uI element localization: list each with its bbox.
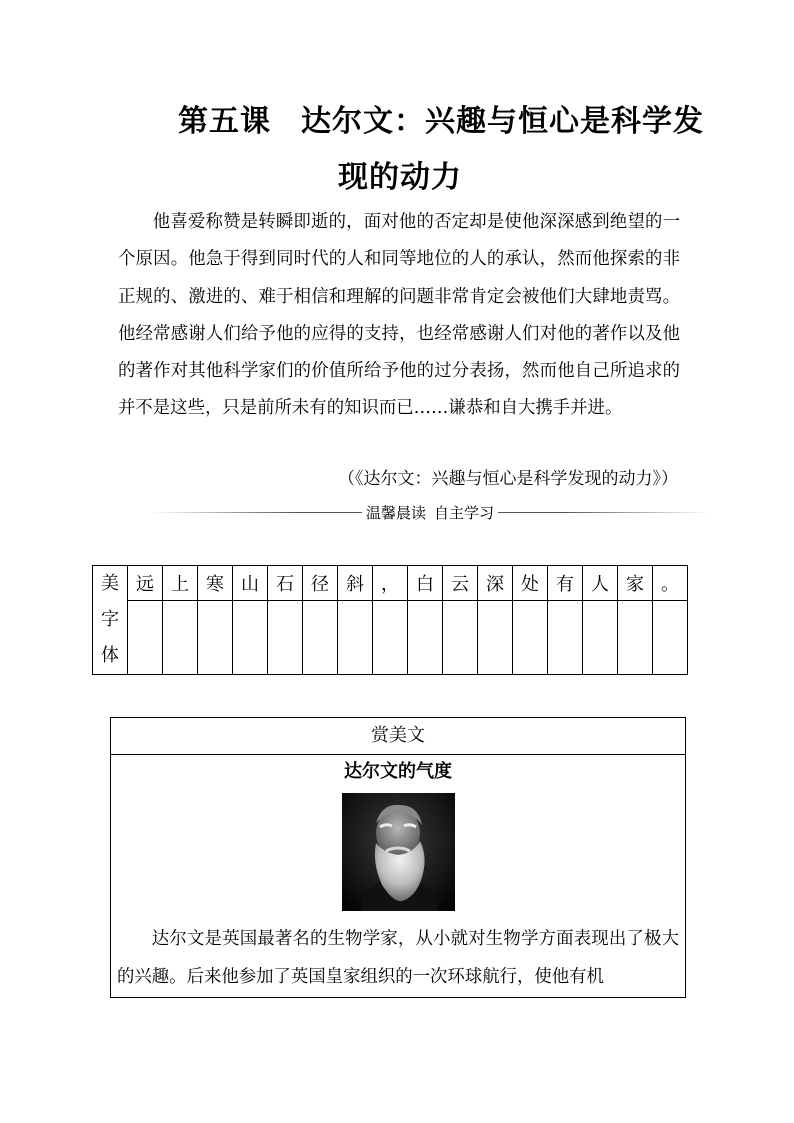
- label-char: 体: [101, 645, 119, 666]
- calligraphy-practice-table: [92, 565, 688, 675]
- page-title-line2: 现的动力: [338, 160, 462, 195]
- poem-char-cell: 白: [408, 566, 443, 601]
- practice-cell[interactable]: [478, 601, 513, 675]
- poem-char-cell: 。: [653, 566, 688, 601]
- practice-cell[interactable]: [373, 601, 408, 675]
- poem-char-cell: 斜: [338, 566, 373, 601]
- poem-char-cell: 远: [128, 566, 163, 601]
- divider-line-right: [498, 512, 710, 513]
- poem-char-cell: 深: [478, 566, 513, 601]
- practice-cell[interactable]: [233, 601, 268, 675]
- poem-char-cell: 寒: [198, 566, 233, 601]
- poem-char-cell: 人: [583, 566, 618, 601]
- practice-cell[interactable]: [268, 601, 303, 675]
- intro-paragraph: 他喜爱称赞是转瞬即逝的，面对他的否定却是使他深深感到绝望的一个原因。他急于得到同时代的人和同等地位的人的承认，然而他探索的非正规的、激进的、难于相信和理解的问题非常肯定会被他们大肆地责骂。他经常感谢人们给予他的应得的支持，也经常感谢人们对他的著作以及他的著作对其他科学家们的价值所给予他的过分表扬，然而他自己所追求的并不是这些，只是前所未有的知识而已……谦恭和自大携手并进。: [118, 212, 680, 419]
- article-paragraph-container: [117, 920, 679, 996]
- label-char: 美: [101, 573, 119, 594]
- practice-row: [93, 601, 688, 675]
- article-paragraph: 达尔文是英国最著名的生物学家，从小就对生物学方面表现出了极大的兴趣。后来他参加了英国皇家组织的一次环球航行，使他有机: [117, 929, 679, 987]
- appreciation-header: 赏美文: [111, 718, 685, 755]
- title-main: 达尔文：兴趣与恒心是科学发: [301, 104, 704, 139]
- practice-cell[interactable]: [548, 601, 583, 675]
- page-title-line1: [178, 96, 704, 140]
- practice-cell[interactable]: [618, 601, 653, 675]
- divider-label-right: 自主学习: [434, 503, 495, 522]
- appreciation-box: [110, 717, 686, 998]
- poem-char-cell: 家: [618, 566, 653, 601]
- text-row: [93, 566, 688, 601]
- divider-line-left: [150, 512, 362, 513]
- poem-char-cell: 径: [303, 566, 338, 601]
- poem-char-cell: 石: [268, 566, 303, 601]
- poem-char-cell: 山: [233, 566, 268, 601]
- poem-char-cell: ，: [373, 566, 408, 601]
- practice-cell[interactable]: [303, 601, 338, 675]
- practice-cell[interactable]: [653, 601, 688, 675]
- practice-cell[interactable]: [128, 601, 163, 675]
- practice-cell[interactable]: [408, 601, 443, 675]
- article-title: 达尔文的气度: [344, 761, 452, 782]
- practice-cell[interactable]: [198, 601, 233, 675]
- practice-cell[interactable]: [583, 601, 618, 675]
- divider-label: [362, 502, 498, 523]
- intro-passage: [118, 204, 680, 428]
- poem-char-cell: 云: [443, 566, 478, 601]
- label-char: 字: [101, 609, 119, 630]
- label-cell: [93, 566, 128, 675]
- practice-cell[interactable]: [163, 601, 198, 675]
- darwin-portrait-image: [342, 793, 455, 911]
- divider-label-left: 温馨晨读: [365, 503, 426, 522]
- practice-cell[interactable]: [513, 601, 548, 675]
- poem-char-cell: 处: [513, 566, 548, 601]
- intro-source: （《达尔文：兴趣与恒心是科学发现的动力》）: [338, 469, 678, 489]
- section-divider: [150, 500, 710, 524]
- poem-char-cell: 上: [163, 566, 198, 601]
- practice-cell[interactable]: [338, 601, 373, 675]
- poem-char-cell: 有: [548, 566, 583, 601]
- lesson-number: 第五课: [178, 104, 271, 139]
- practice-cell[interactable]: [443, 601, 478, 675]
